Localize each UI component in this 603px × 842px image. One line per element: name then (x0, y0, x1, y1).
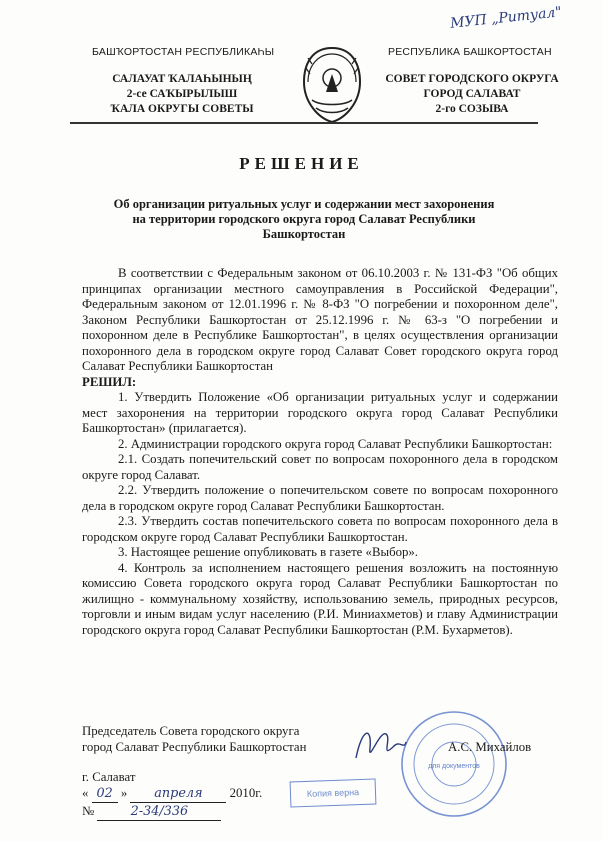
copy-stamp: Копия верна (290, 779, 377, 808)
date-quote-open: « (82, 786, 89, 800)
header-right-org (372, 72, 572, 117)
resolution-item-1: 1. Утвердить Положение «Об организации ритуальных услуг и содержании мест захоронения на территории городского округа город Салават Республики Башкортостан» (прилагается). (82, 390, 558, 435)
date-month: апреля (130, 786, 226, 803)
round-stamp-label: для документов (428, 763, 480, 770)
resolution-item-2-2: 2.2. Утвердить положение о попечительском совете по вопросам похоронного дела в городском округе город Салават Республики Башкортостан. (82, 483, 558, 513)
resolution-item-3: 3. Настоящее решение опубликовать в газете «Выбор». (118, 545, 418, 559)
subject-line: Башкортостан (262, 227, 346, 241)
resolved-label: РЕШИЛ: (82, 374, 137, 389)
resolution-item-2-1: 2.1. Создать попечительский совет по вопросам похоронного дела в городском округе город Салават. (82, 452, 558, 482)
handwritten-note: МУП „Ритуал" (449, 4, 563, 32)
header-right-org-line: СОВЕТ ГОРОДСКОГО ОКРУГА (385, 73, 559, 85)
header-left-org (82, 72, 282, 117)
date-day: 02 (92, 786, 118, 803)
subject-line: Об организации ритуальных услуг и содержании мест захоронения (113, 197, 495, 211)
document-subject (70, 197, 538, 242)
date-year: 2010г. (229, 786, 263, 800)
coat-of-arms-emblem (298, 44, 366, 124)
header-divider (70, 122, 538, 124)
number-line (82, 804, 221, 821)
header-right-org-line: ГОРОД САЛАВАТ (423, 88, 521, 100)
date-line (82, 786, 262, 803)
header-left-org-line: 2-се САҠЫРЫЛЫШ (126, 88, 238, 100)
resolution-item-2-3: 2.3. Утвердить состав попечительского совета по вопросам похоронного дела в городском округе город Салават Республики Башкортостан. (82, 514, 558, 544)
signatory-position-line: Председатель Совета городского округа (82, 724, 300, 738)
header-right-org-line: 2-го СОЗЫВА (435, 103, 509, 115)
signatory-position (82, 724, 306, 755)
number-label: № (82, 804, 95, 818)
round-stamp (398, 708, 510, 820)
signatory-name: А.С. Михайлов (448, 740, 532, 754)
subject-line: на территории городского округа город Салават Республики (132, 212, 476, 226)
header-left-org-line: ҠАЛА ОКРУГЫ СОВЕТЫ (110, 103, 254, 115)
date-quote-close: » (120, 786, 128, 800)
document-title: РЕШЕНИЕ (239, 154, 364, 173)
handwritten-signature (350, 720, 410, 770)
preamble-paragraph: В соответствии с Федеральным законом от 06.10.2003 г. № 131-ФЗ "Об общих принципах организации местного самоуправления в Российской Федерации", Федеральным законом от 12.01.1996 г. № 8-ФЗ "О погребении и похоронном деле", Законом Республики Башкортостан от 25.12.1996 г. № 63-з "О погребении и похоронном деле в Республике Башкортостан", в целях осуществления организации похоронного дела в городском округе город Салават Совет городского округа город Салават Республики Башкортостан (82, 266, 558, 373)
header-left-org-line: САЛАУАТ ҠАЛАҺЫНЫҢ (112, 73, 252, 85)
number-value: 2-34/336 (97, 804, 221, 821)
resolution-item-2: 2. Администрации городского округа город Салават Республики Башкортостан: (118, 436, 553, 451)
header-right-top: РЕСПУБЛИКА БАШКОРТОСТАН (388, 46, 552, 58)
header-left-top: БАШҠОРТОСТАН РЕСПУБЛИКАҺЫ (92, 46, 275, 58)
city-label: г. Салават (82, 770, 136, 784)
resolution-item-4: 4. Контроль за исполнением настоящего решения возложить на постоянную комиссию Совета городского округа город Салават Республики Башкортостан по жилищно - коммунальному хозяйству, использованию земель, природных ресурсов, торговли и иным видам услуг населению (Р.И. Миниахметов) и главу Администрации городского округа город Салават Республики Башкортостан (Р.М. Бухарметов). (82, 560, 558, 637)
document-body (82, 266, 558, 638)
signatory-position-line: город Салават Республики Башкортостан (82, 739, 307, 754)
